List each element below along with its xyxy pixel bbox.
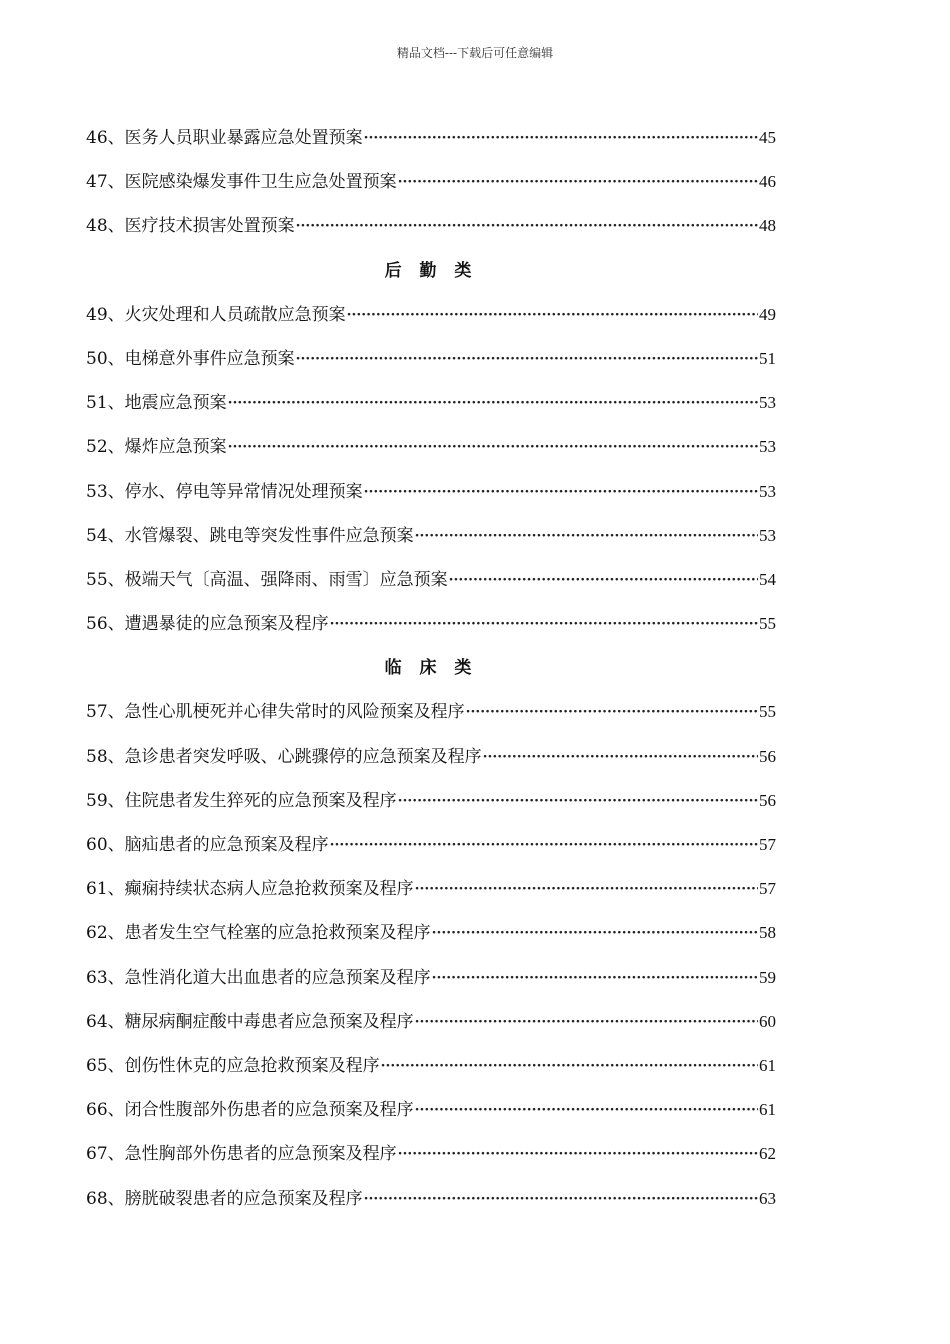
toc-entry-title: 50、电梯意外事件应急预案	[86, 348, 295, 369]
toc-dot-leader	[364, 120, 758, 156]
toc-entry-page-number: 56	[759, 746, 776, 766]
toc-dot-leader	[228, 429, 758, 465]
toc-entry[interactable]	[86, 518, 776, 562]
toc-entry[interactable]	[86, 1004, 776, 1048]
toc-entry-title: 67、急性胸部外伤患者的应急预案及程序	[86, 1144, 397, 1165]
toc-entry-page-number: 49	[759, 304, 776, 324]
toc-entry-page-number: 48	[759, 216, 776, 236]
toc-entry-page-number: 53	[759, 393, 776, 413]
toc-entry-title: 57、急性心肌梗死并心律失常时的风险预案及程序	[86, 702, 465, 723]
toc-entry-title: 62、患者发生空气栓塞的应急抢救预案及程序	[86, 923, 431, 944]
toc-entry-title: 60、脑疝患者的应急预案及程序	[86, 835, 329, 855]
toc-entry[interactable]	[86, 1048, 776, 1092]
toc-dot-leader	[347, 297, 758, 333]
toc-entry-title: 51、地震应急预案	[86, 393, 227, 414]
toc-entry[interactable]	[86, 341, 776, 385]
toc-entry-title: 68、膀胱破裂患者的应急预案及程序	[86, 1188, 363, 1209]
toc-entry-page-number: 59	[759, 967, 776, 987]
toc-entry-page-number: 53	[759, 525, 776, 545]
toc-dot-leader	[415, 1004, 758, 1040]
toc-entry[interactable]	[86, 783, 776, 827]
toc-entry-title: 66、闭合性腹部外伤患者的应急预案及程序	[86, 1100, 414, 1121]
toc-dot-leader	[415, 1092, 758, 1128]
page-header: 精品文档---下载后可任意编辑	[396, 46, 554, 60]
toc-dot-leader	[432, 915, 758, 951]
toc-entry-page-number: 55	[759, 614, 776, 634]
table-of-contents	[86, 120, 776, 1225]
toc-entry-title: 65、创伤性休克的应急抢救预案及程序	[86, 1055, 380, 1076]
toc-entry[interactable]	[86, 694, 776, 738]
toc-entry-page-number: 55	[759, 702, 776, 722]
toc-dot-leader	[330, 606, 758, 642]
toc-entry-page-number: 53	[759, 437, 776, 457]
toc-entry-title: 56、遭遇暴徒的应急预案及程序	[86, 614, 329, 635]
toc-entry-page-number: 54	[759, 569, 776, 589]
toc-entry[interactable]	[86, 960, 776, 1004]
toc-entry[interactable]	[86, 871, 776, 915]
toc-entry[interactable]	[86, 739, 776, 783]
toc-entry[interactable]	[86, 606, 776, 650]
toc-section-heading: 临 床 类	[384, 658, 478, 679]
toc-dot-leader	[398, 1136, 758, 1172]
toc-entry[interactable]	[86, 164, 776, 208]
toc-entry[interactable]	[86, 474, 776, 518]
toc-entry[interactable]	[86, 827, 776, 871]
toc-section-heading: 后 勤 类	[384, 260, 478, 281]
toc-dot-leader	[449, 562, 758, 598]
toc-dot-leader	[296, 341, 758, 377]
toc-entry[interactable]	[86, 429, 776, 473]
toc-dot-leader	[296, 208, 758, 244]
toc-entry-title: 47、医院感染爆发事件卫生应急处置预案	[86, 172, 397, 193]
toc-dot-leader	[364, 474, 758, 510]
toc-entry[interactable]	[86, 915, 776, 959]
toc-entry[interactable]	[86, 385, 776, 429]
toc-entry-title: 48、医疗技术损害处置预案	[86, 216, 295, 237]
toc-dot-leader	[381, 1048, 758, 1084]
toc-entry-page-number: 57	[759, 835, 776, 854]
toc-entry-page-number: 46	[759, 172, 776, 192]
toc-entry-page-number: 61	[759, 1055, 776, 1075]
toc-dot-leader	[398, 783, 758, 819]
toc-entry[interactable]	[86, 562, 776, 606]
toc-dot-leader	[432, 960, 758, 996]
toc-entry-title: 58、急诊患者突发呼吸、心跳骤停的应急预案及程序	[86, 746, 482, 767]
toc-entry-title: 55、极端天气〔高温、强降雨、雨雪〕应急预案	[86, 569, 448, 590]
toc-entry[interactable]	[86, 297, 776, 341]
toc-entry-title: 52、爆炸应急预案	[86, 437, 227, 458]
toc-entry-title: 46、医务人员职业暴露应急处置预案	[86, 128, 363, 148]
toc-entry-title: 49、火灾处理和人员疏散应急预案	[86, 304, 346, 325]
toc-entry-page-number: 62	[759, 1144, 776, 1164]
toc-entry-page-number: 51	[759, 348, 776, 368]
toc-entry-title: 53、停水、停电等异常情况处理预案	[86, 481, 363, 502]
toc-dot-leader	[415, 518, 758, 554]
toc-entry[interactable]	[86, 1092, 776, 1136]
toc-entry-title: 61、癫痫持续状态病人应急抢救预案及程序	[86, 879, 414, 900]
toc-dot-leader	[330, 827, 758, 863]
toc-entry[interactable]	[86, 120, 776, 164]
toc-entry-title: 54、水管爆裂、跳电等突发性事件应急预案	[86, 525, 414, 546]
toc-entry[interactable]	[86, 1136, 776, 1180]
toc-dot-leader	[483, 739, 758, 775]
toc-entry-page-number: 45	[759, 128, 776, 147]
toc-entry-page-number: 60	[759, 1011, 776, 1031]
toc-entry-page-number: 58	[759, 923, 776, 943]
toc-entry[interactable]	[86, 208, 776, 252]
toc-entry-page-number: 53	[759, 481, 776, 501]
toc-dot-leader	[398, 164, 758, 200]
toc-entry-page-number: 61	[759, 1100, 776, 1120]
toc-dot-leader	[466, 694, 758, 730]
toc-entry[interactable]	[86, 1181, 776, 1225]
toc-entry-page-number: 63	[759, 1188, 776, 1208]
toc-dot-leader	[364, 1181, 758, 1217]
toc-entry-page-number: 56	[759, 790, 776, 810]
toc-entry-page-number: 57	[759, 879, 776, 899]
toc-entry-title: 59、住院患者发生猝死的应急预案及程序	[86, 790, 397, 811]
toc-dot-leader	[228, 385, 758, 421]
toc-dot-leader	[415, 871, 758, 907]
toc-entry-title: 63、急性消化道大出血患者的应急预案及程序	[86, 967, 431, 988]
toc-entry-title: 64、糖尿病酮症酸中毒患者应急预案及程序	[86, 1011, 414, 1032]
